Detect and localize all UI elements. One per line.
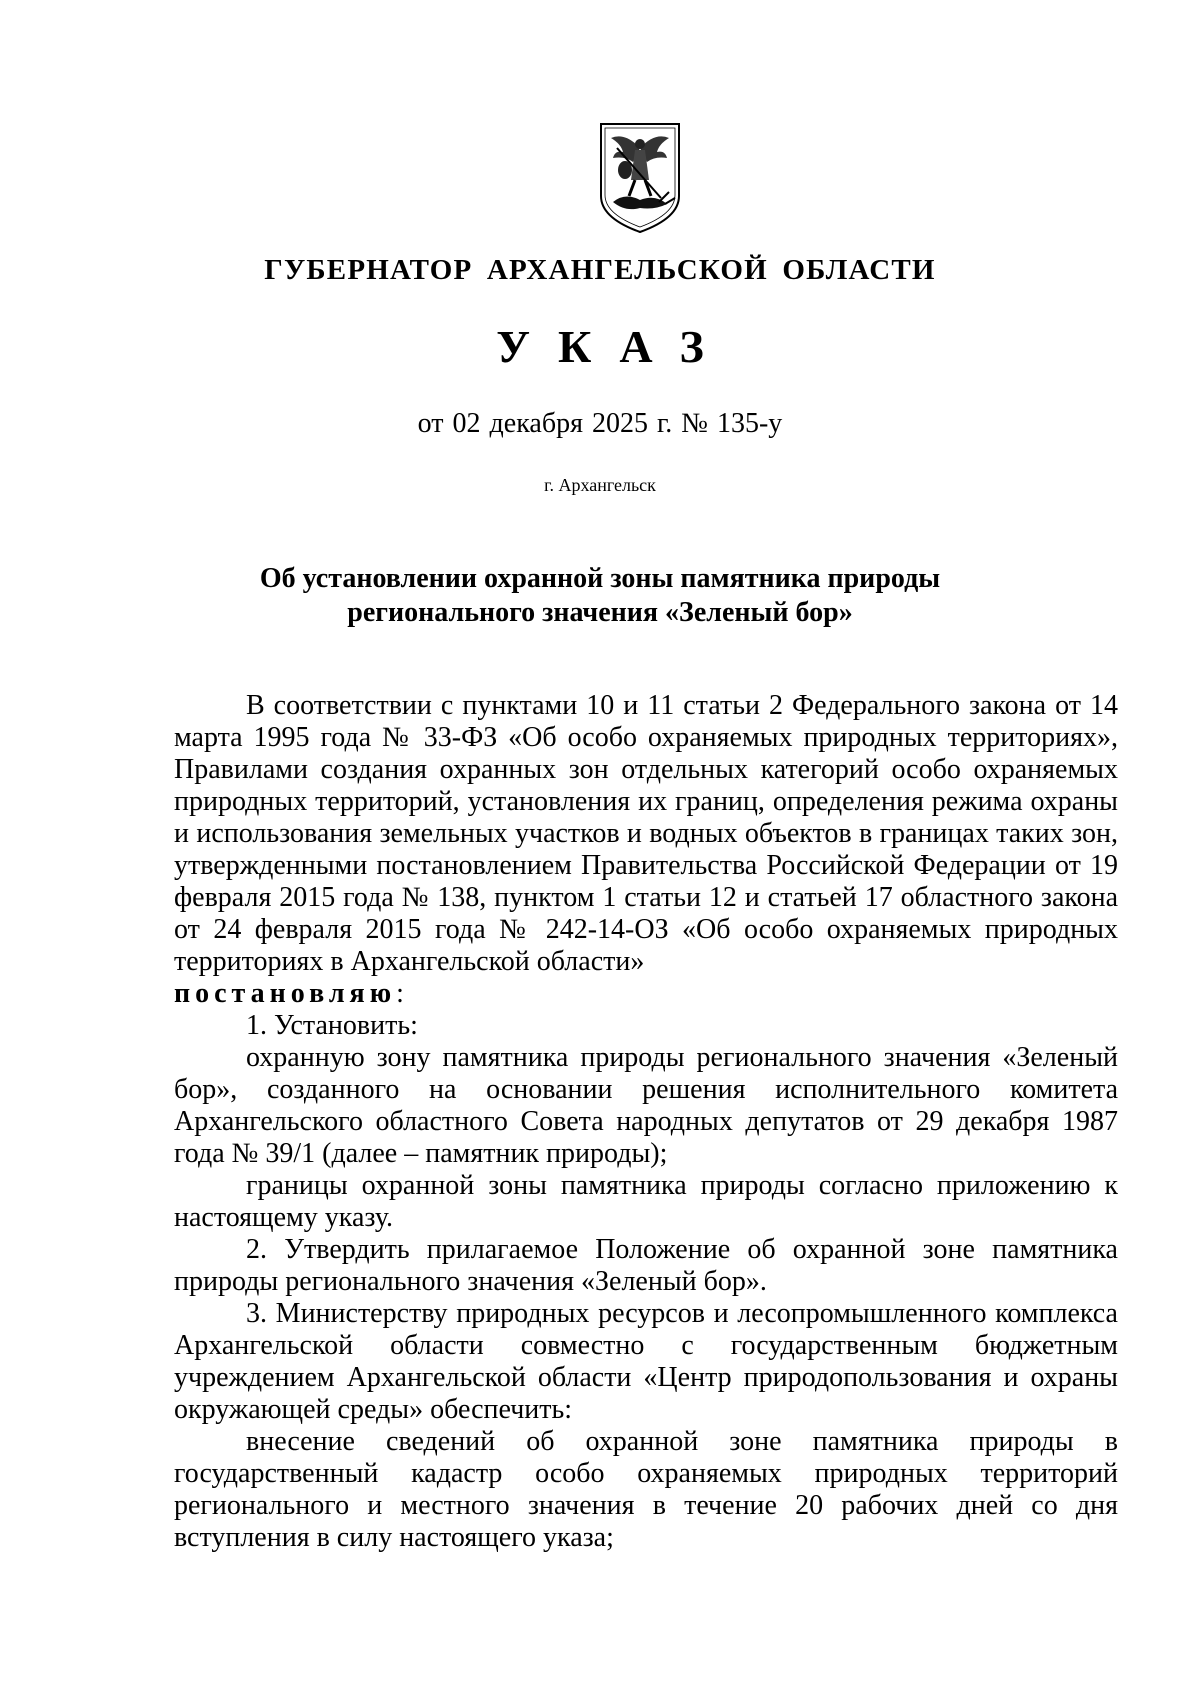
issuing-authority: ГУБЕРНАТОР АРХАНГЕЛЬСКОЙ ОБЛАСТИ (264, 254, 936, 286)
clause-1: 1. Установить: (246, 1010, 418, 1041)
decree-colon: : (396, 978, 404, 1009)
decree-word: постановляю (174, 978, 397, 1009)
clause-2: 2. Утвердить прилагаемое Положение об охранной зоне памятника природы регионального значения «Зеленый бор». (174, 1234, 1118, 1297)
clause-3-item-a: внесение сведений об охранной зоне памятника природы в государственный кадастр особо охраняемых природных территорий регионального и местного значения в течение 20 рабочих дней со дня вступления в силу настоящего указа; (174, 1426, 1118, 1553)
preamble-paragraph: В соответствии с пунктами 10 и 11 статьи 2 Федерального закона от 14 марта 1995 года № 33-ФЗ «Об особо охраняемых природных территориях», Правилами создания охранных зон отдельных категорий особо охраняемых природных территорий, установления их границ, определения режима охраны и использования земельных участков и водных объектов в границах таких зон, утвержденными постановлением Правительства Российской Федерации от 19 февраля 2015 года № 138, пунктом 1 статьи 12 и статьей 17 областного закона от 24 февраля 2015 года № 242-14-ОЗ «Об особо охраняемых природных территориях в Архангельской области» (174, 690, 1118, 977)
document-type: УКАЗ (496, 321, 732, 372)
decree-line (174, 978, 1118, 1010)
document-body (174, 690, 1118, 1554)
clause-1-item-a: охранную зону памятника природы регионального значения «Зеленый бор», созданного на основании решения исполнительного комитета Архангельского областного Совета народных депутатов от 29 декабря 1987 года № 39/1 (далее – памятник природы); (174, 1042, 1118, 1169)
title-line-1: Об установлении охранной зоны памятника природы (259, 563, 941, 594)
document-title (0, 562, 1200, 630)
coat-of-arms-icon (595, 118, 685, 236)
document-city: г. Архангельск (544, 475, 656, 495)
clause-3: 3. Министерству природных ресурсов и лесопромышленного комплекса Архангельской области совместно с государственным бюджетным учреждением Архангельской области «Центр природопользования и охраны окружающей среды» обеспечить: (174, 1298, 1118, 1425)
title-line-2: регионального значения «Зеленый бор» (347, 597, 853, 628)
clause-1-item-b: границы охранной зоны памятника природы согласно приложению к настоящему указу. (174, 1170, 1118, 1233)
document-date-number: от 02 декабря 2025 г. № 135-у (417, 408, 783, 439)
